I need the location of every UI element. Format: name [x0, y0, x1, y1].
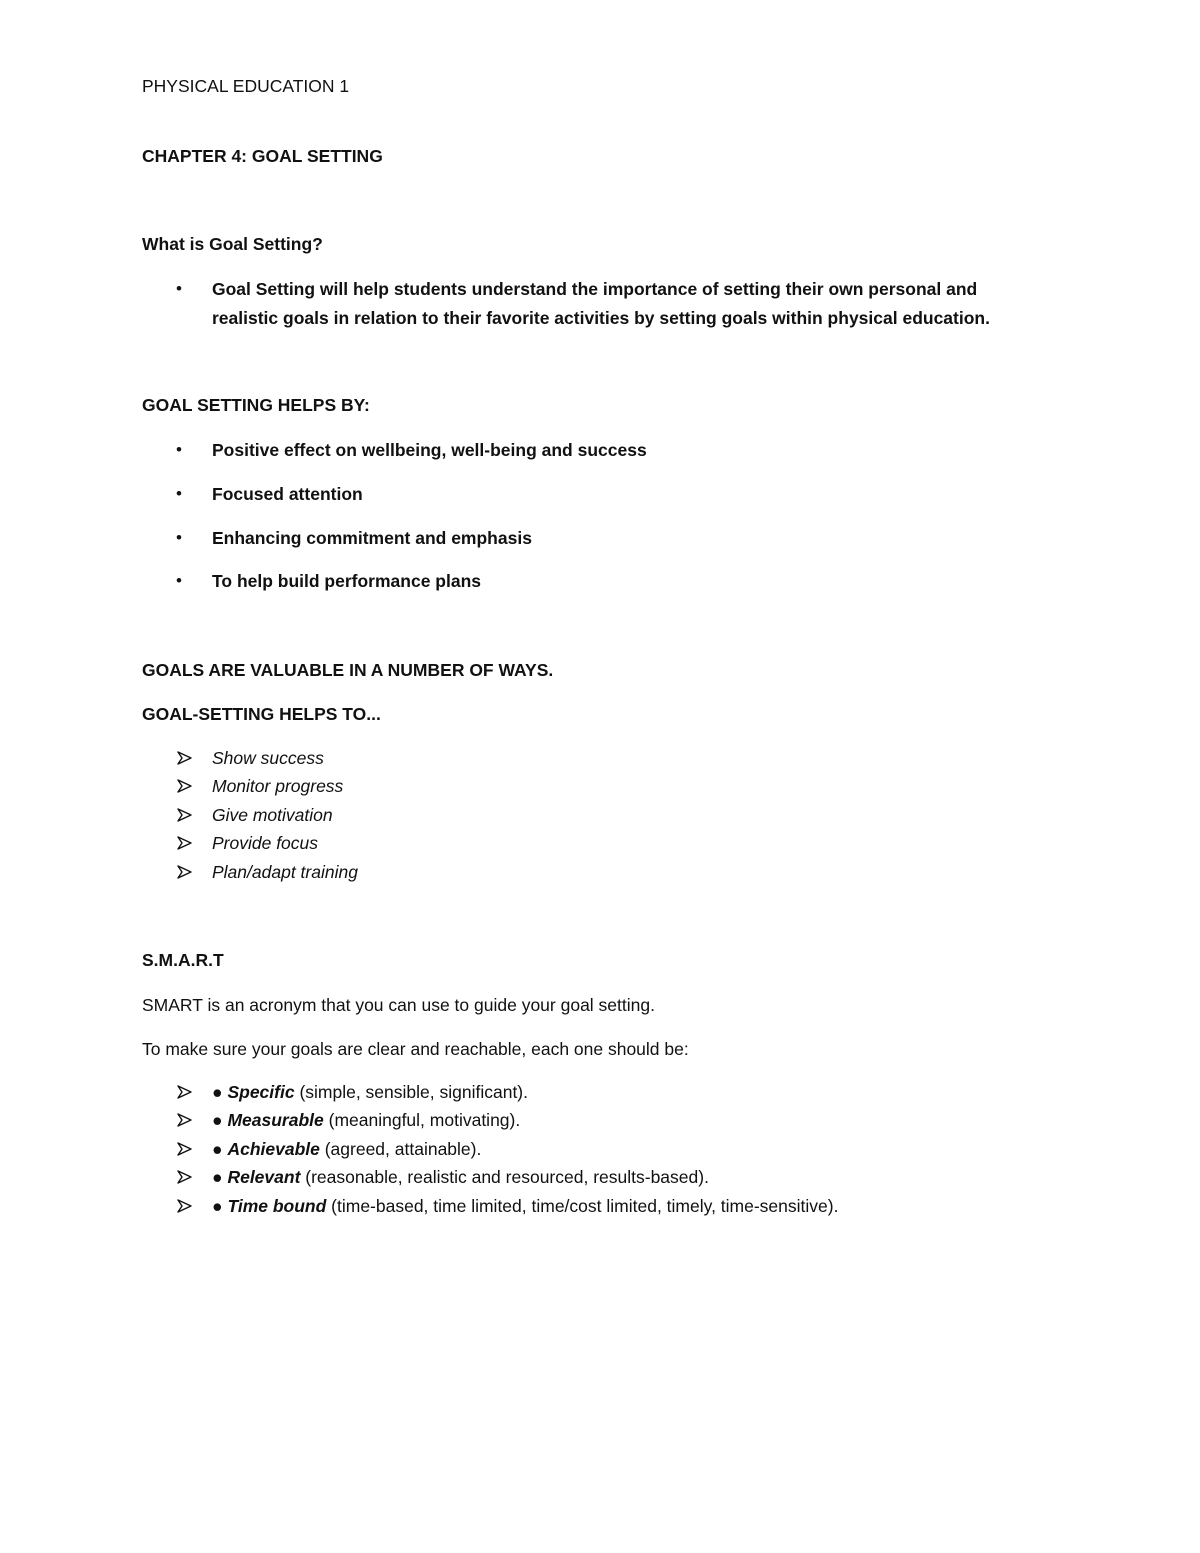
- smart-item-measurable: [212, 1109, 520, 1131]
- what-is-line-2: realistic goals in relation to their favorite activities by setting goals within physical education.: [212, 308, 990, 328]
- helps-to-item: Provide focus: [212, 833, 319, 853]
- smart-description: (agreed, attainable).: [319, 1139, 482, 1159]
- arrowhead-icon: [176, 832, 194, 854]
- helps-by-item: Positive effect on wellbeing, well-being and success: [212, 440, 647, 460]
- filled-circle-icon: ●: [212, 1196, 223, 1216]
- smart-item-specific: [212, 1081, 528, 1103]
- what-is-line-1: Goal Setting will help students understand the importance of setting their own personal and: [212, 279, 978, 299]
- arrowhead-icon: [176, 1109, 194, 1131]
- smart-intro: SMART is an acronym that you can use to guide your goal setting.: [142, 995, 655, 1015]
- bullet-icon: •: [176, 440, 182, 459]
- arrowhead-icon: [176, 861, 194, 883]
- filled-circle-icon: ●: [212, 1167, 223, 1187]
- smart-description: (meaningful, motivating).: [323, 1110, 521, 1130]
- arrowhead-icon: [176, 1081, 194, 1103]
- bullet-icon: •: [176, 571, 182, 590]
- arrowhead-icon: [176, 1138, 194, 1160]
- smart-item-relevant: [212, 1166, 709, 1188]
- helps-by-item: Focused attention: [212, 484, 363, 504]
- arrowhead-icon: [176, 804, 194, 826]
- arrowhead-icon: [176, 1195, 194, 1217]
- smart-description: (simple, sensible, significant).: [294, 1082, 528, 1102]
- helps-by-item: To help build performance plans: [212, 571, 482, 591]
- arrowhead-icon: [176, 775, 194, 797]
- smart-item-time-bound: [212, 1195, 838, 1217]
- filled-circle-icon: ●: [212, 1139, 223, 1159]
- helps-to-item: Show success: [212, 748, 324, 768]
- arrowhead-icon: [176, 747, 194, 769]
- helps-by-heading: GOAL SETTING HELPS BY:: [142, 395, 370, 415]
- helps-to-item: Monitor progress: [212, 776, 344, 796]
- what-is-heading: What is Goal Setting?: [142, 234, 323, 254]
- smart-term: Measurable: [227, 1110, 324, 1130]
- smart-heading: S.M.A.R.T: [142, 950, 224, 970]
- course-header: PHYSICAL EDUCATION 1: [142, 76, 350, 96]
- smart-lead: To make sure your goals are clear and reachable, each one should be:: [142, 1039, 689, 1059]
- smart-term: Specific: [227, 1082, 295, 1102]
- helps-by-item: Enhancing commitment and emphasis: [212, 528, 532, 548]
- helps-to-item: Plan/adapt training: [212, 862, 358, 882]
- helps-to-item: Give motivation: [212, 805, 333, 825]
- valuable-heading: GOALS ARE VALUABLE IN A NUMBER OF WAYS.: [142, 660, 554, 680]
- smart-term: Achievable: [227, 1139, 320, 1159]
- smart-term: Relevant: [227, 1167, 301, 1187]
- helps-to-heading: GOAL-SETTING HELPS TO...: [142, 704, 381, 724]
- smart-term: Time bound: [227, 1196, 327, 1216]
- bullet-icon: •: [176, 279, 182, 298]
- bullet-icon: •: [176, 528, 182, 547]
- arrowhead-icon: [176, 1166, 194, 1188]
- bullet-icon: •: [176, 484, 182, 503]
- filled-circle-icon: ●: [212, 1110, 223, 1130]
- smart-item-achievable: [212, 1138, 481, 1160]
- smart-description: (time-based, time limited, time/cost limited, timely, time-sensitive).: [326, 1196, 839, 1216]
- chapter-title: CHAPTER 4: GOAL SETTING: [142, 146, 383, 166]
- filled-circle-icon: ●: [212, 1082, 223, 1102]
- smart-description: (reasonable, realistic and resourced, results-based).: [300, 1167, 709, 1187]
